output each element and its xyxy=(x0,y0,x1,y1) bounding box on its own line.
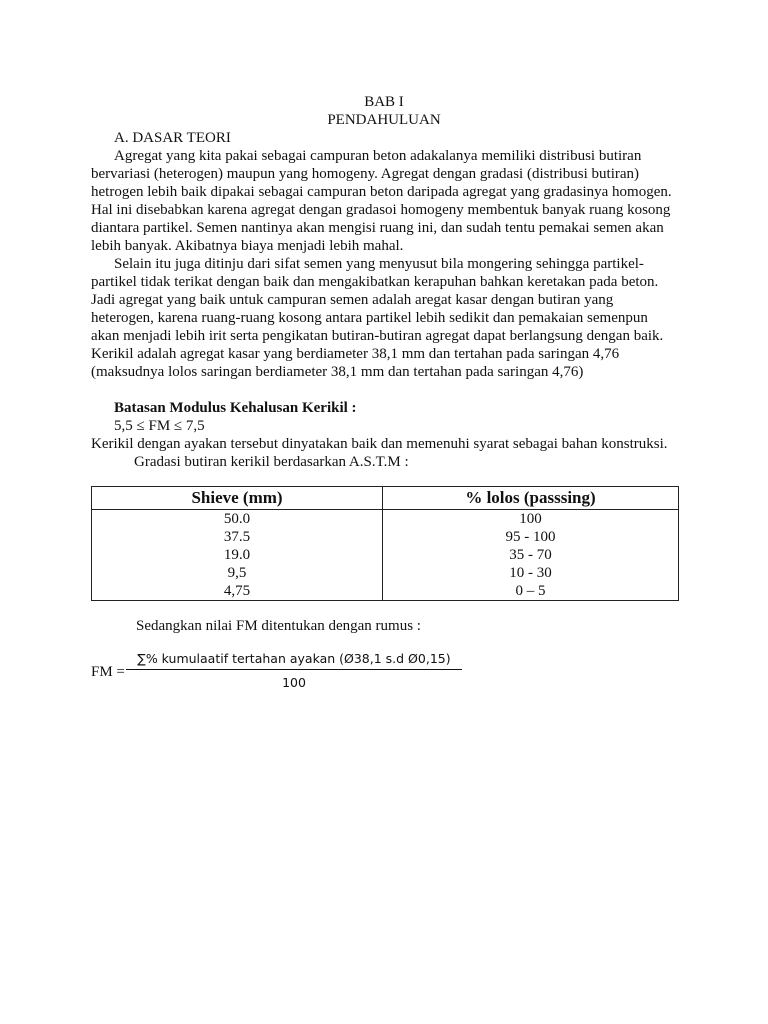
paragraph2-line: (maksudnya lolos saringan berdiameter 38,1 mm dan tertahan pada saringan 4,76) xyxy=(91,364,584,380)
sieve-cell: 9,5 xyxy=(92,564,383,582)
modulus-title: Batasan Modulus Kehalusan Kerikil : xyxy=(114,400,357,416)
gradation-intro: Gradasi butiran kerikil berdasarkan A.S.T.M : xyxy=(134,454,409,470)
passing-cell: 35 - 70 xyxy=(383,546,679,564)
formula-intro: Sedangkan nilai FM ditentukan dengan rumus : xyxy=(136,618,421,634)
paragraph2-line: Selain itu juga ditinju dari sifat semen yang menyusut bila mongering sehingga partikel- xyxy=(114,256,644,272)
paragraph1-line: diantara partikel. Semen nantinya akan mengisi ruang ini, dan sudah tentu pemakai semen akan xyxy=(91,220,664,236)
modulus-range: 5,5 ≤ FM ≤ 7,5 xyxy=(114,418,205,434)
passing-cell: 100 xyxy=(383,510,679,529)
formula-numerator: ∑% kumulaatif tertahan ayakan (Ø38,1 s.d Ø0,15) xyxy=(126,650,462,670)
chapter-number: BAB I xyxy=(364,94,404,110)
formula-denominator: 100 xyxy=(282,675,306,690)
table-row xyxy=(92,582,679,601)
paragraph1-line: Agregat yang kita pakai sebagai campuran beton adakalanya memiliki distribusi butiran xyxy=(114,148,642,164)
table-header-row xyxy=(92,487,679,510)
column-header-sieve: Shieve (mm) xyxy=(92,487,383,510)
paragraph1-line: bervariasi (heterogen) maupun yang homogeny. Agregat dengan gradasi (distribusi butiran) xyxy=(91,166,640,182)
fm-formula xyxy=(126,650,462,690)
paragraph1-line: Hal ini disebabkan karena agregat dengan gradasoi homogeny membentuk banyak ruang kosong xyxy=(91,202,671,218)
paragraph2-line: Jadi agregat yang baik untuk campuran semen adalah aregat kasar dengan butiran yang xyxy=(91,292,614,308)
sieve-cell: 50.0 xyxy=(92,510,383,529)
paragraph1-line: hetrogen lebih baik dipakai sebagai campuran beton daripada agregat yang gradasinya homogen. xyxy=(91,184,672,200)
paragraph2-line: partikel tidak terikat dengan baik dan mengakibatkan kerapuhan bahkan keretakan pada beton. xyxy=(91,274,659,290)
sieve-cell: 19.0 xyxy=(92,546,383,564)
table-row xyxy=(92,528,679,546)
table-row xyxy=(92,510,679,529)
paragraph2-line: heterogen, karena ruang-ruang kosong antara partikel lebih sedikit dan pemakaian semenpun xyxy=(91,310,648,326)
passing-cell: 10 - 30 xyxy=(383,564,679,582)
sieve-cell: 37.5 xyxy=(92,528,383,546)
passing-cell: 0 – 5 xyxy=(383,582,679,601)
paragraph1-line: lebih banyak. Akibatnya biaya menjadi lebih mahal. xyxy=(91,238,404,254)
astm-gradation-table xyxy=(91,486,679,601)
paragraph2-line: Kerikil adalah agregat kasar yang berdiameter 38,1 mm dan tertahan pada saringan 4,76 xyxy=(91,346,620,362)
column-header-passing: % lolos (passsing) xyxy=(383,487,679,510)
table-row xyxy=(92,564,679,582)
chapter-title: PENDAHULUAN xyxy=(327,112,441,128)
passing-cell: 95 - 100 xyxy=(383,528,679,546)
modulus-note: Kerikil dengan ayakan tersebut dinyatakan baik dan memenuhi syarat sebagai bahan konstruksi. xyxy=(91,436,668,452)
sieve-cell: 4,75 xyxy=(92,582,383,601)
table-row xyxy=(92,546,679,564)
paragraph2-line: akan menjadi lebih irit serta pengikatan butiran-butiran agregat dapat berlangsung dengan baik. xyxy=(91,328,664,344)
section-heading: A. DASAR TEORI xyxy=(114,130,231,146)
formula-label: FM = xyxy=(91,664,125,680)
